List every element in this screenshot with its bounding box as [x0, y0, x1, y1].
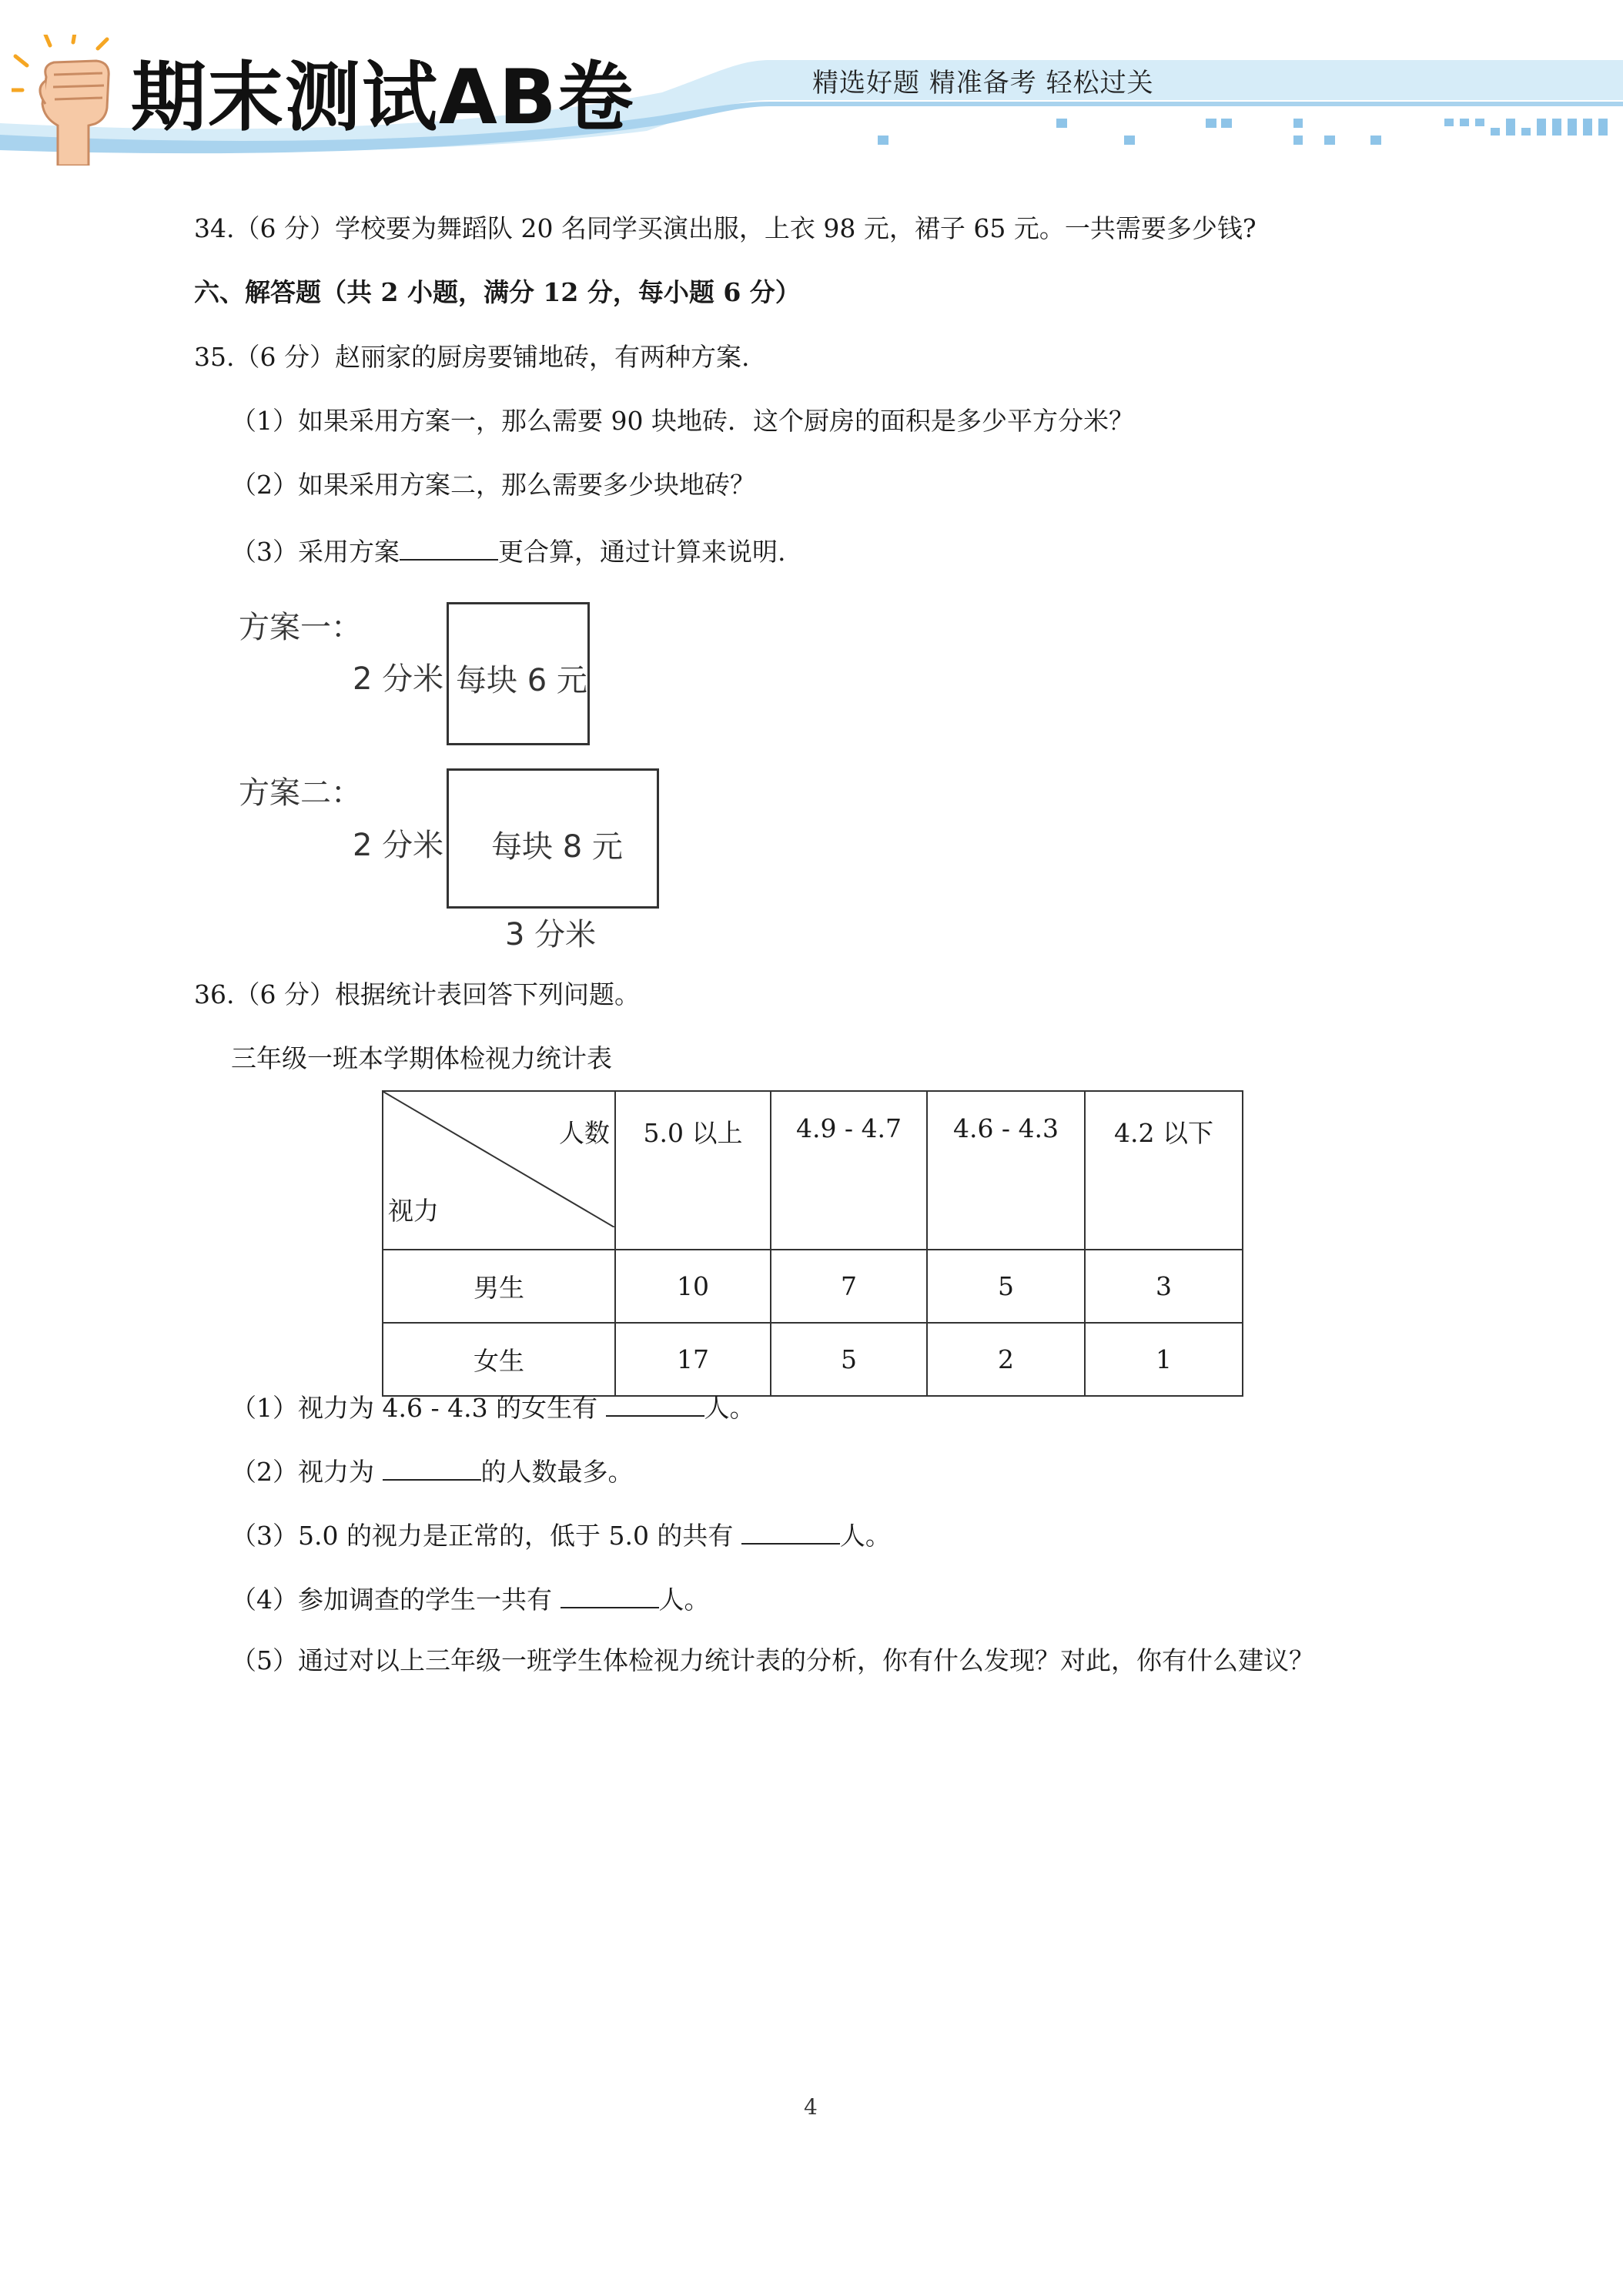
question-35-sub2: （2）如果采用方案二，那么需要多少块地砖？ — [231, 470, 755, 500]
column-header: 5.0 以上 — [615, 1091, 771, 1250]
table-cell: 17 — [615, 1323, 771, 1396]
answer-blank[interactable] — [606, 1392, 704, 1417]
corner-top-label: 人数 — [559, 1118, 610, 1148]
sub3-prefix: （3）5.0 的视力是正常的，低于 5.0 的共有 — [231, 1521, 741, 1551]
fist-icon — [12, 35, 127, 166]
question-34: 34.（6 分）学校要为舞蹈队 20 名同学买演出服，上衣 98 元，裙子 65 元。一共需要多少钱? — [194, 213, 1257, 243]
plan2-bottom-length: 3 分米 — [505, 917, 597, 952]
plan2-price: 每块 8 元 — [491, 829, 623, 865]
plan1-label: 方案一： — [239, 610, 362, 645]
sub4-suffix: 人。 — [658, 1585, 710, 1615]
page-number: 4 — [804, 2094, 818, 2120]
table-cell: 2 — [927, 1323, 1085, 1396]
sub3-suffix: 人。 — [839, 1521, 891, 1551]
table-cell: 3 — [1085, 1250, 1243, 1323]
sub3-suffix: 更合算，通过计算来说明. — [498, 537, 786, 567]
table-cell: 1 — [1085, 1323, 1243, 1396]
answer-blank[interactable] — [383, 1456, 481, 1481]
question-35-sub1: （1）如果采用方案一，那么需要 90 块地砖．这个厨房的面积是多少平方分米？ — [231, 406, 1134, 436]
question-36-sub1 — [231, 1392, 755, 1421]
answer-blank[interactable] — [741, 1520, 840, 1545]
table-row — [383, 1250, 1243, 1323]
question-36-sub4 — [231, 1584, 710, 1615]
sub2-prefix: （2）视力为 — [231, 1457, 383, 1487]
table-row — [383, 1323, 1243, 1396]
table-cell: 5 — [771, 1323, 927, 1396]
sub4-prefix: （4）参加调查的学生一共有 — [231, 1585, 561, 1615]
question-36-sub2 — [231, 1456, 634, 1487]
question-36-sub5: （5）通过对以上三年级一班学生体检视力统计表的分析，你有什么发现？对此，你有什么建议？ — [231, 1645, 1314, 1675]
question-36-stem: 36.（6 分）根据统计表回答下列问题。 — [194, 979, 640, 1009]
column-header: 4.6 - 4.3 — [927, 1091, 1085, 1250]
plan2-label: 方案二： — [239, 775, 362, 811]
plan1-side-length: 2 分米 — [353, 661, 444, 697]
row-label: 男生 — [383, 1250, 615, 1323]
section-heading: 六、解答题（共 2 小题，满分 12 分，每小题 6 分） — [194, 277, 801, 307]
vision-stats-table — [382, 1090, 1243, 1397]
sub2-suffix: 的人数最多。 — [480, 1457, 634, 1487]
header-banner — [0, 0, 1623, 166]
table-title: 三年级一班本学期体检视力统计表 — [231, 1043, 612, 1073]
question-35-sub3 — [231, 536, 786, 567]
table-cell: 10 — [615, 1250, 771, 1323]
sub1-prefix: （1）视力为 4.6 - 4.3 的女生有 — [231, 1393, 606, 1423]
sub3-prefix: （3）采用方案 — [231, 537, 400, 567]
question-36-sub3 — [231, 1520, 891, 1551]
header-title: 期末测试AB卷 — [131, 54, 635, 142]
corner-bottom-label: 视力 — [388, 1196, 439, 1226]
question-35-stem: 35.（6 分）赵丽家的厨房要铺地砖，有两种方案. — [194, 342, 750, 372]
answer-blank[interactable] — [400, 536, 498, 561]
table-cell: 7 — [771, 1250, 927, 1323]
column-header: 4.2 以下 — [1085, 1091, 1243, 1250]
plan1-price: 每块 6 元 — [456, 663, 587, 698]
row-label: 女生 — [383, 1323, 615, 1396]
sub1-suffix: 人。 — [704, 1393, 755, 1423]
plan2-side-length: 2 分米 — [353, 828, 444, 863]
table-header-row — [383, 1091, 1243, 1250]
column-header: 4.9 - 4.7 — [771, 1091, 927, 1250]
header-tagline: 精选好题 精准备考 轻松过关 — [812, 68, 1154, 99]
table-cell: 5 — [927, 1250, 1085, 1323]
table-corner-cell — [383, 1091, 615, 1250]
answer-blank[interactable] — [561, 1584, 659, 1608]
